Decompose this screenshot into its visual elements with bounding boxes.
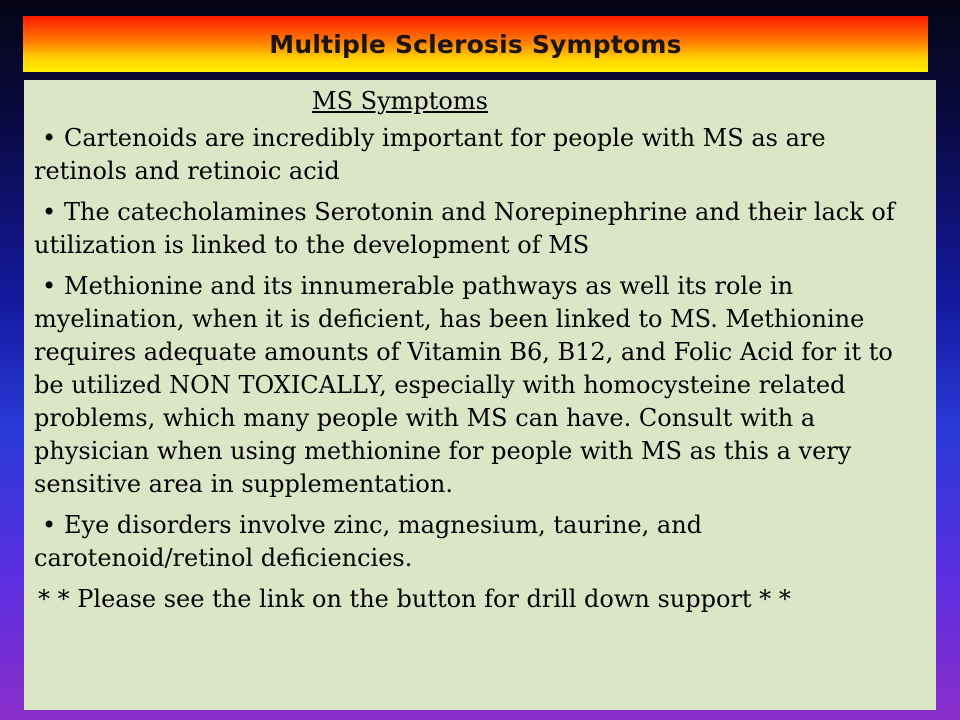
section-subheading: MS Symptoms — [312, 87, 488, 115]
symptom-list — [34, 122, 924, 575]
list-item-text: Methionine and its innumerable pathways as well its role in myelination, when it is deficient, has been linked to MS. Methionine requires adequate amounts of Vitamin B6, B12, and Folic Acid for it to be utilized NON TOXICALLY, especially with homocysteine related problems, which many people with MS can have. Consult with a physician when using methionine for people with MS as this a very sensitive area in supplementation. — [34, 272, 893, 498]
bullet-icon: • — [42, 124, 57, 152]
bullet-icon: • — [42, 198, 57, 226]
list-item-text: Eye disorders involve zinc, magnesium, taurine, and carotenoid/retinol deficiencies. — [34, 511, 703, 572]
list-item-text: Cartenoids are incredibly important for people with MS as are retinols and retinoic acid — [34, 124, 826, 185]
content-panel — [24, 80, 936, 710]
list-item-text: The catecholamines Serotonin and Norepinephrine and their lack of utilization is linked to the development of MS — [34, 198, 895, 259]
footer-note: * * Please see the link on the button for drill down support * * — [38, 585, 791, 613]
list-item — [34, 122, 924, 188]
slide-title: Multiple Sclerosis Symptoms — [269, 29, 682, 59]
list-item — [34, 509, 924, 575]
list-item — [34, 196, 924, 262]
bullet-icon: • — [42, 511, 57, 539]
title-bar — [23, 16, 928, 72]
bullet-icon: • — [42, 272, 57, 300]
list-item — [34, 270, 924, 501]
